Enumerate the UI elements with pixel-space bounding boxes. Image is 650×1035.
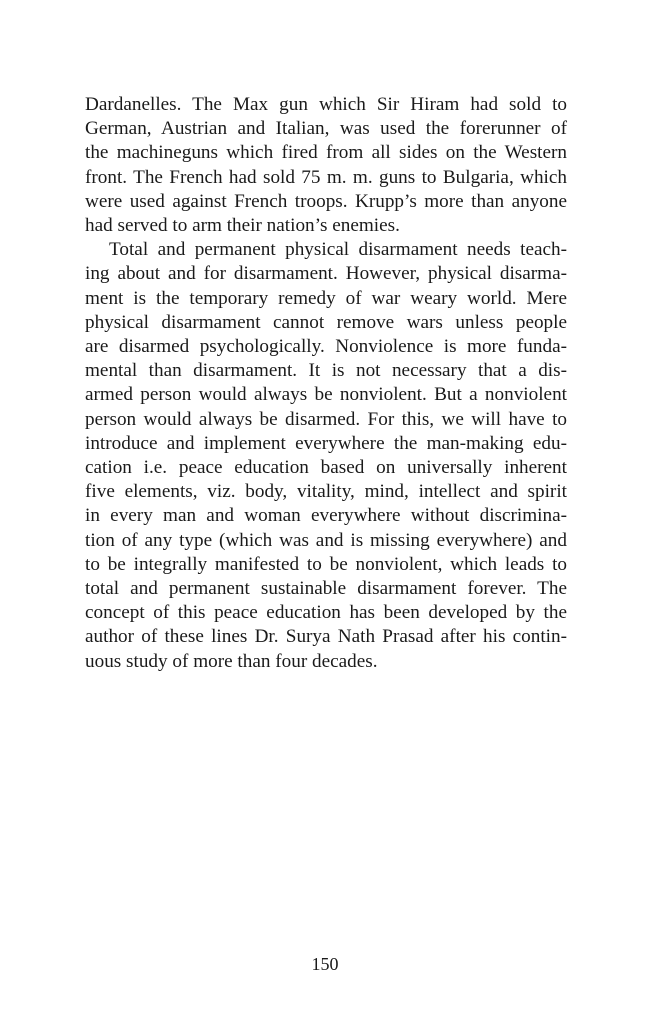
text-line: armed person would always be nonviolent. But a nonviolent <box>85 384 567 406</box>
text-line: person would always be disarmed. For this, we will have to <box>85 408 567 430</box>
text-line: Total and permanent physical disarmament needs teach- <box>109 239 567 261</box>
text-line: tion of any type (which was and is missing everywhere) and <box>85 529 567 551</box>
text-line: to be integrally manifested to be nonviolent, which leads to <box>85 553 567 575</box>
text-line: five elements, viz. body, vitality, mind, intellect and spirit <box>85 481 567 503</box>
text-line: ing about and for disarmament. However, physical disarma- <box>85 263 567 285</box>
text-line: the machineguns which fired from all sides on the Western <box>85 142 567 164</box>
text-line: introduce and implement everywhere the man-making edu- <box>85 432 567 454</box>
text-line: Dardanelles. The Max gun which Sir Hiram had sold to <box>85 94 567 115</box>
page-number: 150 <box>311 954 339 974</box>
text-line: cation i.e. peace education based on universally inherent <box>85 457 567 479</box>
text-line: front. The French had sold 75 m. m. guns to Bulgaria, which <box>85 166 567 188</box>
text-line: are disarmed psychologically. Nonviolence is more funda- <box>85 336 567 358</box>
text-line: total and permanent sustainable disarmament forever. The <box>85 578 567 600</box>
text-line: had served to arm their nation’s enemies. <box>85 215 400 237</box>
text-line: concept of this peace education has been developed by the <box>85 602 567 624</box>
text-line: physical disarmament cannot remove wars unless people <box>85 311 567 333</box>
text-line: German, Austrian and Italian, was used the forerunner of <box>85 118 567 140</box>
paragraph-1 <box>85 93 567 238</box>
text-line: uous study of more than four decades. <box>85 650 378 672</box>
text-line: were used against French troops. Krupp’s more than anyone <box>85 190 567 212</box>
text-line: mental than disarmament. It is not necessary that a dis- <box>85 360 567 382</box>
text-line: author of these lines Dr. Surya Nath Prasad after his contin- <box>85 626 567 648</box>
text-line: in every man and woman everywhere without discrimina- <box>85 505 567 527</box>
paragraph-2 <box>85 238 567 674</box>
text-line: ment is the temporary remedy of war weary world. Mere <box>85 287 567 309</box>
body-text <box>85 93 567 674</box>
